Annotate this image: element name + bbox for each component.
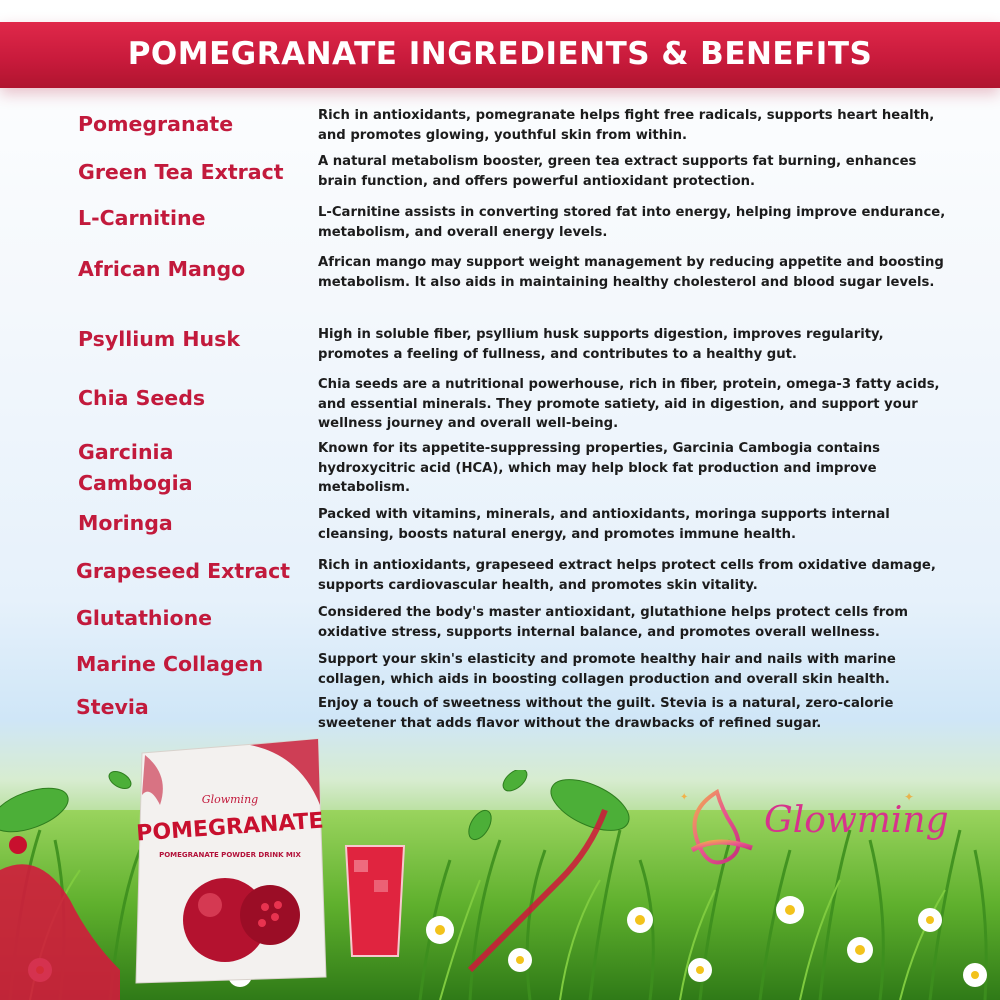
ingredient-name: Glutathione <box>76 606 213 630</box>
logo-wordmark: Glowming <box>764 800 949 841</box>
ingredient-description: Considered the body's master antioxidant, glutathione helps protect cells from oxidative stress, supports internal balance, and promotes overall wellness. <box>318 605 908 640</box>
ingredient-description: Known for its appetite-suppressing properties, Garcinia Cambogia contains hydroxycitric acid (HCA), which may help block fat production and improve metabolism. <box>318 441 881 495</box>
ingredient-description: A natural metabolism booster, green tea extract supports fat burning, enhances brain function, and offers powerful antioxidant protection. <box>318 154 917 189</box>
ingredient-description: High in soluble fiber, psyllium husk supports digestion, improves regularity, promotes a feeling of fullness, and contributes to a healthy gut. <box>318 327 884 362</box>
product-subtitle: POMEGRANATE POWDER DRINK MIX <box>159 851 301 859</box>
page-title: POMEGRANATE INGREDIENTS & BENEFITS <box>127 36 873 72</box>
brand-logo <box>672 780 962 880</box>
header-banner <box>0 22 1000 88</box>
ingredient-description: L-Carnitine assists in converting stored fat into energy, helping improve endurance, metabolism, and overall energy levels. <box>318 205 946 240</box>
ingredient-name: Moringa <box>78 511 173 535</box>
product-pouch-image <box>130 735 330 985</box>
ingredient-description: Chia seeds are a nutritional powerhouse, rich in fiber, protein, omega-3 fatty acids, and essential minerals. They promote satiety, aid in digestion, and support your wellness journey and overall well-being. <box>318 377 940 431</box>
ingredient-description: African mango may support weight management by reducing appetite and boosting metabolism. It also aids in maintaining healthy cholesterol and blood sugar levels. <box>318 255 944 290</box>
ingredient-name: Green Tea Extract <box>78 160 284 184</box>
sparkle-icon: ✦ <box>904 790 915 804</box>
ingredient-description: Enjoy a touch of sweetness without the guilt. Stevia is a natural, zero-calorie sweetener that adds flavor without the drawbacks of refined sugar. <box>318 696 894 731</box>
product-title: POMEGRANATE <box>135 808 325 847</box>
ingredient-name: Chia Seeds <box>78 386 206 410</box>
ingredient-name: Stevia <box>76 695 149 719</box>
product-brand: Glowming <box>201 793 259 806</box>
drink-glass-image <box>340 840 410 960</box>
ingredient-description: Rich in antioxidants, pomegranate helps fight free radicals, supports heart health, and promotes glowing, youthful skin from within. <box>318 108 935 143</box>
ingredient-description: Support your skin's elasticity and promote healthy hair and nails with marine collagen, which aids in boosting collagen production and overall skin health. <box>318 652 896 687</box>
ingredient-name: Marine Collagen <box>76 652 264 676</box>
ingredient-name: L-Carnitine <box>78 206 206 230</box>
ingredient-name: Pomegranate <box>78 112 234 136</box>
ingredient-description: Packed with vitamins, minerals, and antioxidants, moringa supports internal cleansing, boosts natural energy, and promotes immune health. <box>318 507 890 542</box>
ingredient-name: Grapeseed Extract <box>76 559 291 583</box>
ingredient-name: Garcinia Cambogia <box>78 440 193 495</box>
ingredient-name: African Mango <box>78 257 246 281</box>
logo-emblem-icon <box>672 780 762 880</box>
svg-text:✦: ✦ <box>680 792 689 803</box>
ingredient-name: Psyllium Husk <box>78 327 240 351</box>
ingredient-description: Rich in antioxidants, grapeseed extract helps protect cells from oxidative damage, supports cardiovascular health, and promotes skin vitality. <box>318 558 936 593</box>
